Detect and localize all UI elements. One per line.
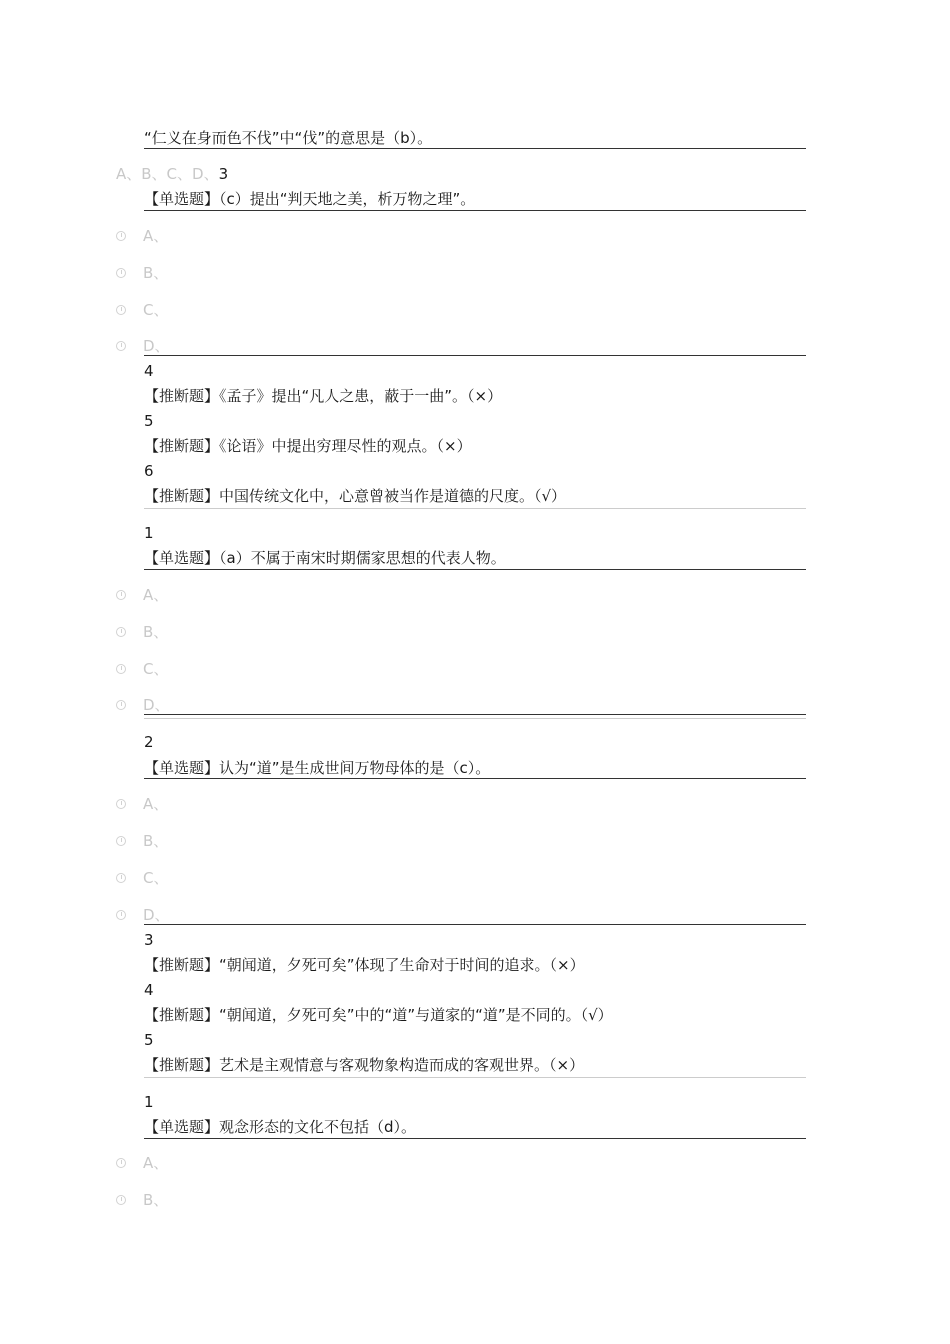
question-text: 【单选题】观念形态的文化不包括（d）。 [144,1118,417,1136]
radio-icon[interactable] [116,341,126,351]
question-text: 【推断题】艺术是主观情意与客观物象构造而成的客观世界。（×） [144,1056,585,1074]
radio-icon[interactable] [116,590,126,600]
option-d[interactable]: D、 [116,695,170,715]
radio-icon[interactable] [116,799,126,809]
radio-icon[interactable] [116,1195,126,1205]
question-number: 6 [144,462,154,480]
option-b[interactable]: B、 [116,1190,168,1210]
divider [144,714,806,715]
question-number: 3 [218,165,229,183]
question-text: “仁义在身而色不伐”中“伐”的意思是（b）。 [144,129,433,147]
option-d[interactable]: D、 [116,336,170,356]
radio-icon[interactable] [116,910,126,920]
section-divider [144,718,806,719]
radio-icon[interactable] [116,305,126,315]
radio-icon[interactable] [116,1158,126,1168]
divider [144,148,806,149]
radio-icon[interactable] [116,627,126,637]
question-number: 1 [144,524,154,542]
radio-icon[interactable] [116,268,126,278]
divider [144,1138,806,1139]
option-b[interactable]: B、 [116,831,168,851]
question-number: 4 [144,981,154,999]
question-text: 【推断题】“朝闻道，夕死可矣”体现了生命对于时间的追求。（×） [144,956,585,974]
inline-options [116,164,228,184]
radio-icon[interactable] [116,873,126,883]
option-a[interactable]: A、 [116,794,168,814]
option-c[interactable]: C、 [116,868,168,888]
question-number: 2 [144,733,154,751]
question-number: 1 [144,1093,154,1111]
question-text: 【推断题】“朝闻道，夕死可矣”中的“道”与道家的“道”是不同的。（√） [144,1006,613,1024]
section-divider [144,508,806,509]
divider [144,924,806,925]
question-text: 【单选题】（c）提出“判天地之美，析万物之理”。 [144,190,476,208]
radio-icon[interactable] [116,664,126,674]
divider [144,778,806,779]
question-text: 【推断题】《孟子》提出“凡人之患，蔽于一曲”。（×） [144,387,503,405]
radio-icon[interactable] [116,700,126,710]
question-number: 3 [144,931,154,949]
question-text: 【推断题】《论语》中提出穷理尽性的观点。（×） [144,437,472,455]
question-number: 5 [144,412,154,430]
question-text: 【单选题】（a）不属于南宋时期儒家思想的代表人物。 [144,549,506,567]
option-c[interactable]: C、 [116,300,168,320]
question-number: 4 [144,362,154,380]
option-b[interactable]: B、 [116,263,168,283]
divider [144,355,806,356]
option-b[interactable]: B、 [116,622,168,642]
question-text: 【推断题】中国传统文化中，心意曾被当作是道德的尺度。（√） [144,487,567,505]
question-number: 5 [144,1031,154,1049]
radio-icon[interactable] [116,836,126,846]
option-c[interactable]: C、 [116,659,168,679]
radio-icon[interactable] [116,231,126,241]
section-divider [144,1077,806,1078]
option-a[interactable]: A、 [116,585,168,605]
question-text: 【单选题】认为“道”是生成世间万物母体的是（c）。 [144,759,491,777]
option-a[interactable]: A、 [116,226,168,246]
divider [144,569,806,570]
inline-option-letters: A、B、C、D、 [116,165,219,183]
divider [144,210,806,211]
option-d[interactable]: D、 [116,905,170,925]
option-a[interactable]: A、 [116,1153,168,1173]
